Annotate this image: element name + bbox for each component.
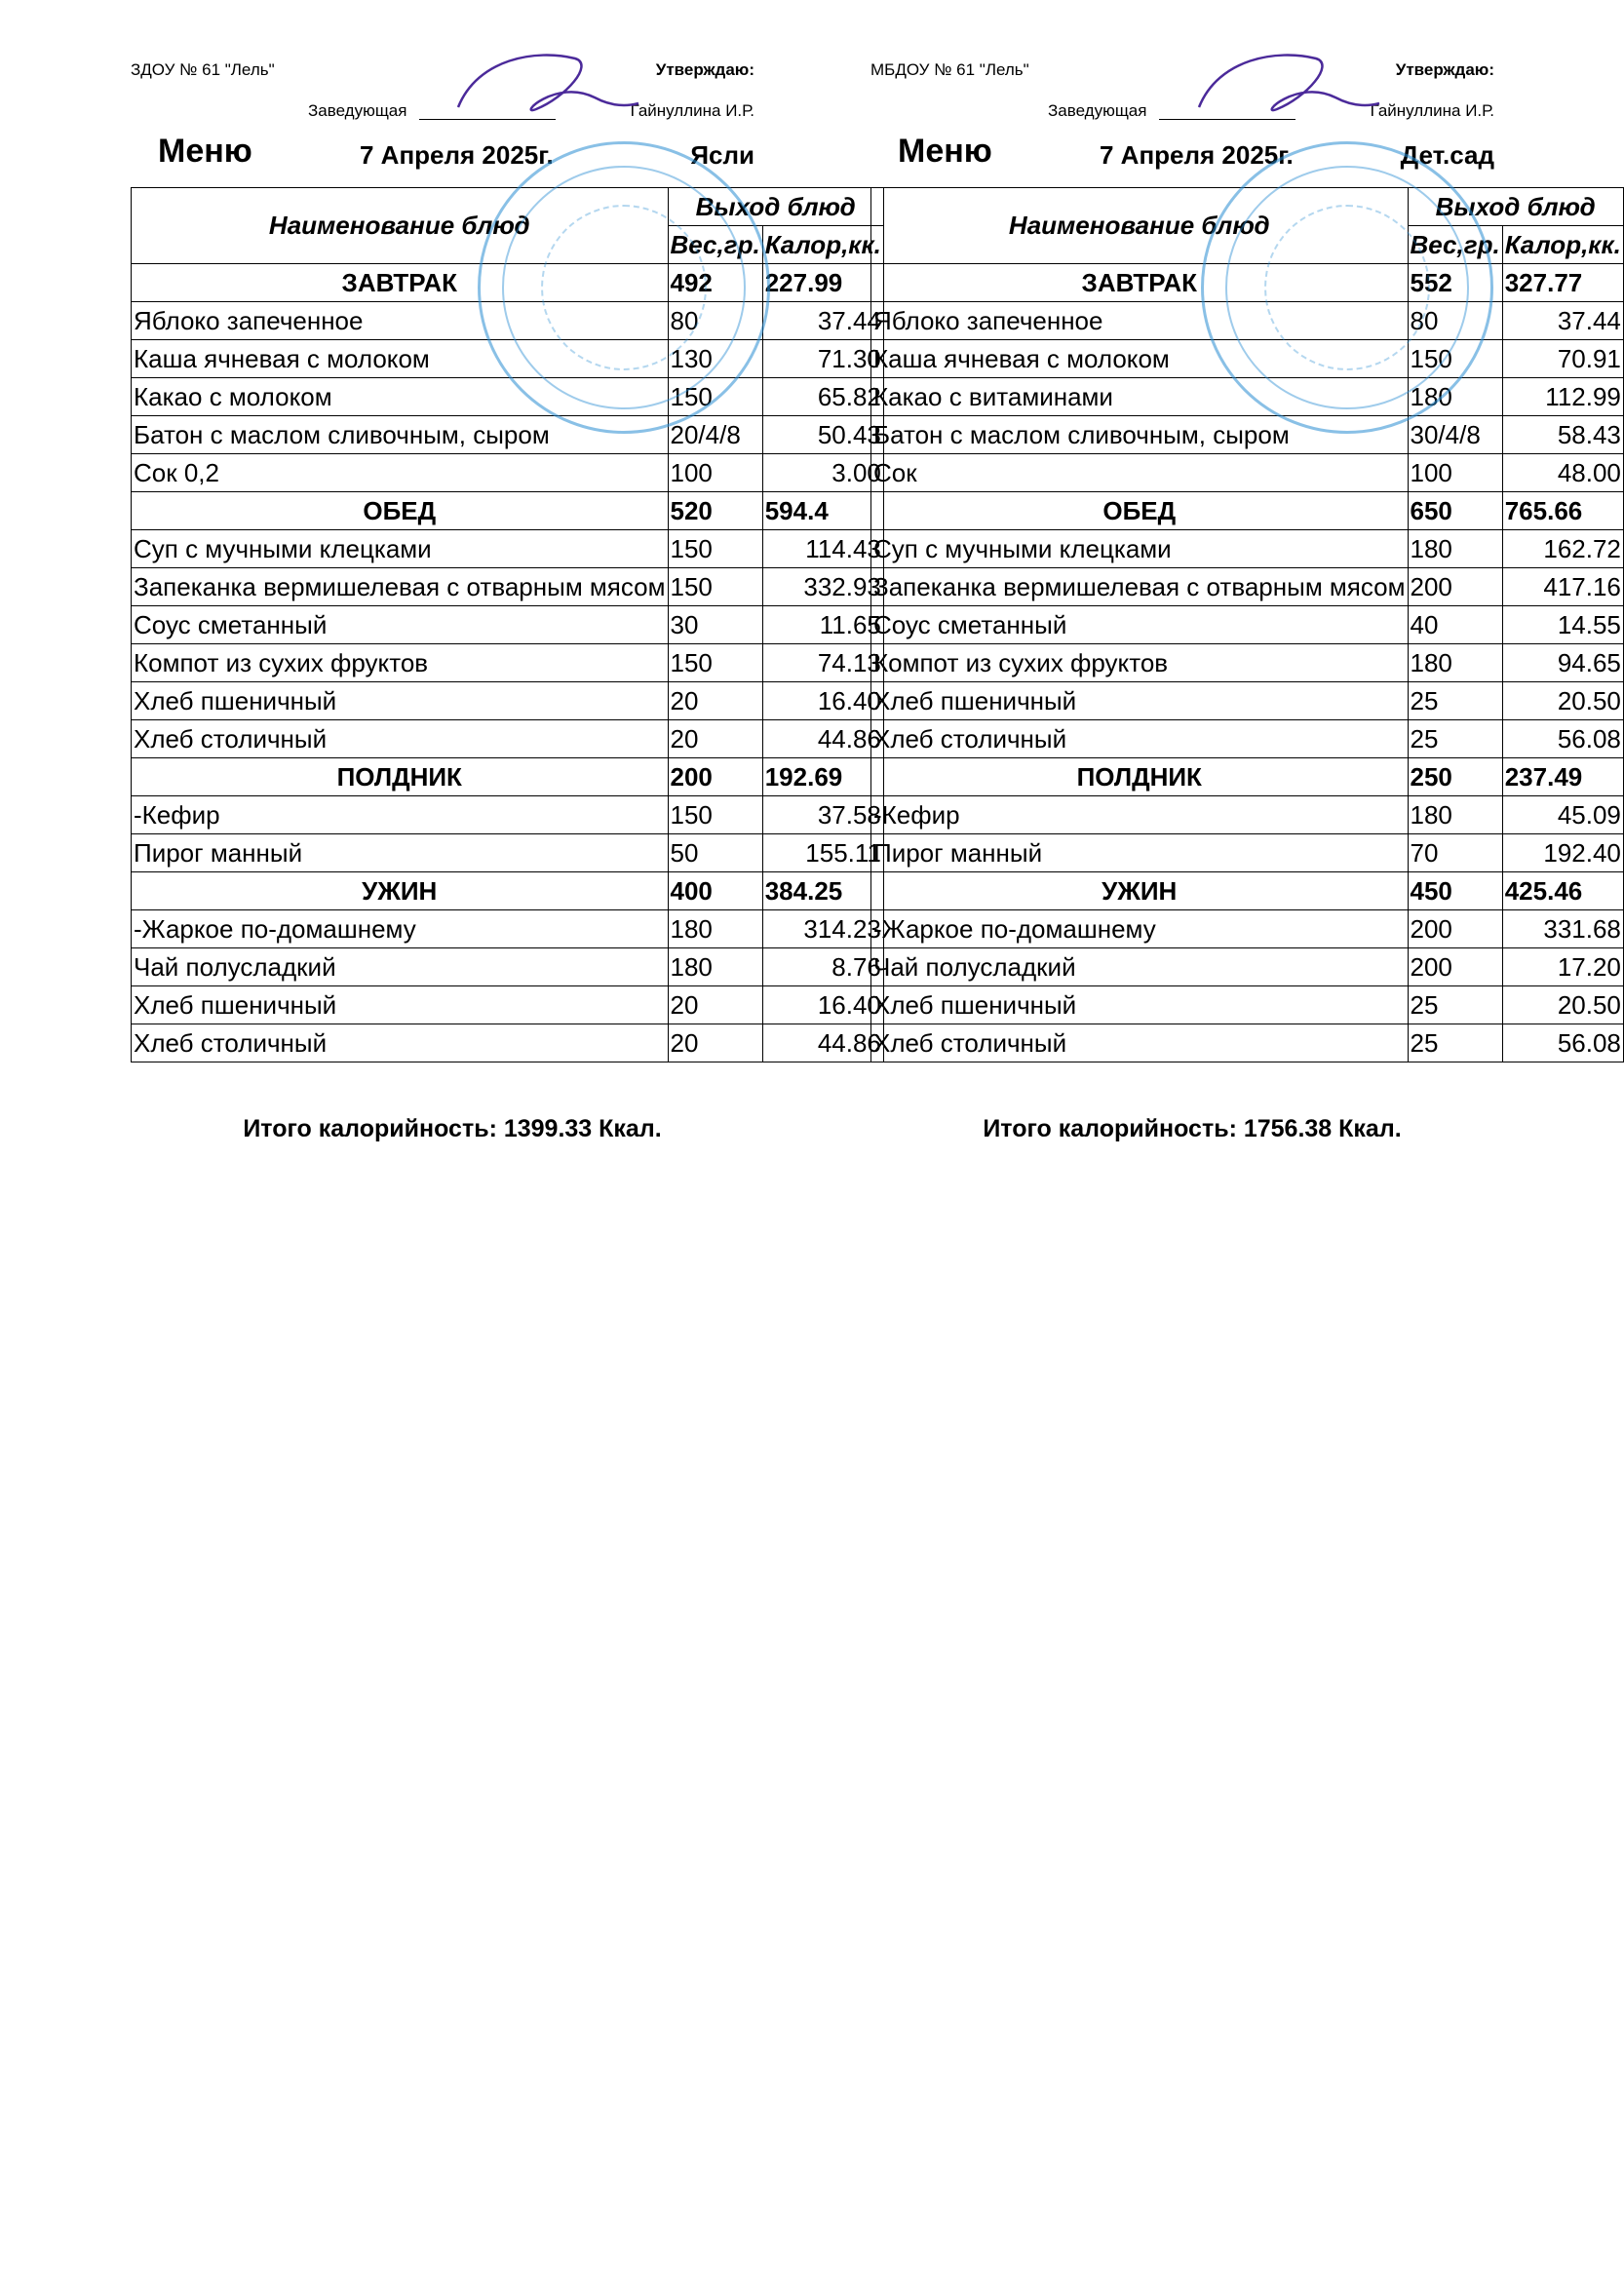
dish-calories: 44.86 [762,720,883,758]
section-calories: 384.25 [762,872,883,910]
section-name: ОБЕД [132,492,669,530]
dish-calories: 94.65 [1502,644,1623,682]
dish-name: -Кефир [871,796,1409,834]
section-row [871,492,1624,530]
dish-calories: 11.65 [762,606,883,644]
dish-name: Какао с молоком [132,378,669,416]
dish-calories: 50.43 [762,416,883,454]
signature-mark [448,39,643,127]
table-row [871,720,1624,758]
dish-calories: 74.13 [762,644,883,682]
dish-name: Яблоко запеченное [871,302,1409,340]
menu-title: Меню [898,133,992,170]
section-name: ПОЛДНИК [871,758,1409,796]
dish-weight: 25 [1408,682,1502,720]
dish-calories: 155.11 [762,834,883,872]
dish-weight: 40 [1408,606,1502,644]
section-weight: 650 [1408,492,1502,530]
dish-name: Пирог манный [132,834,669,872]
section-calories: 227.99 [762,264,883,302]
section-calories: 237.49 [1502,758,1623,796]
menu-group: Дет.сад [1400,140,1494,170]
dish-name: Хлеб столичный [132,720,669,758]
output-header: Выход блюд [1408,188,1623,226]
header-line-2 [870,101,1494,125]
section-row [132,492,884,530]
dish-name: Хлеб пшеничный [871,986,1409,1024]
dish-weight: 80 [668,302,762,340]
dish-weight: 30/4/8 [1408,416,1502,454]
dish-calories: 56.08 [1502,720,1623,758]
dish-calories: 65.82 [762,378,883,416]
organization-name: МБДОУ № 61 "Лель" [870,60,1029,79]
dish-weight: 200 [1408,910,1502,948]
dish-name-header: Наименование блюд [132,188,669,264]
dish-weight: 200 [1408,568,1502,606]
section-row [871,872,1624,910]
section-weight: 200 [668,758,762,796]
dish-weight: 100 [1408,454,1502,492]
menu-date: 7 Апреля 2025г. [1100,140,1294,170]
dish-calories: 314.23 [762,910,883,948]
dish-name: Каша ячневая с молоком [871,340,1409,378]
dish-weight: 180 [1408,796,1502,834]
dish-name: Каша ячневая с молоком [132,340,669,378]
dish-name: -Жаркое по-домашнему [871,910,1409,948]
section-weight: 492 [668,264,762,302]
section-weight: 450 [1408,872,1502,910]
table-row [871,606,1624,644]
section-name: УЖИН [871,872,1409,910]
total-calories: Итого калорийность: 1399.33 Ккал. [243,1115,662,1142]
dish-calories: 112.99 [1502,378,1623,416]
table-row [132,986,884,1024]
output-header: Выход блюд [668,188,883,226]
dish-name: Запеканка вермишелевая с отварным мясом [132,568,669,606]
dish-name: Компот из сухих фруктов [132,644,669,682]
dish-name: Суп с мучными клецками [871,530,1409,568]
dish-calories: 332.93 [762,568,883,606]
total-calories: Итого калорийность: 1756.38 Ккал. [983,1115,1402,1142]
dish-calories: 70.91 [1502,340,1623,378]
dish-weight: 130 [668,340,762,378]
dish-name: Компот из сухих фруктов [871,644,1409,682]
section-weight: 250 [1408,758,1502,796]
table-row [871,948,1624,986]
dish-weight: 25 [1408,720,1502,758]
dish-weight: 25 [1408,1024,1502,1062]
weight-header: Вес,гр. [1408,226,1502,264]
table-row [132,416,884,454]
dish-name: Яблоко запеченное [132,302,669,340]
seal-stamp [1201,141,1493,434]
section-weight: 400 [668,872,762,910]
dish-calories: 3.00 [762,454,883,492]
dish-name: Соус сметанный [132,606,669,644]
dish-weight: 50 [668,834,762,872]
table-row [132,454,884,492]
dish-name: Батон с маслом сливочным, сыром [871,416,1409,454]
section-name: ПОЛДНИК [132,758,669,796]
signature-mark [1189,39,1384,127]
dish-weight: 150 [668,568,762,606]
table-row [132,568,884,606]
dish-weight: 20 [668,986,762,1024]
dish-weight: 180 [668,910,762,948]
table-row [132,834,884,872]
table-row [871,834,1624,872]
dish-name: Пирог манный [871,834,1409,872]
section-row [132,758,884,796]
section-weight: 552 [1408,264,1502,302]
dish-weight: 30 [668,606,762,644]
dish-calories: 37.58 [762,796,883,834]
dish-weight: 20 [668,1024,762,1062]
calories-header: Калор,кк. [762,226,883,264]
section-calories: 425.46 [1502,872,1623,910]
dish-weight: 180 [668,948,762,986]
dish-weight: 200 [1408,948,1502,986]
dish-calories: 48.00 [1502,454,1623,492]
dish-name-header: Наименование блюд [871,188,1409,264]
section-calories: 765.66 [1502,492,1623,530]
table-row [132,796,884,834]
dish-calories: 16.40 [762,682,883,720]
table-row [871,682,1624,720]
dish-calories: 192.40 [1502,834,1623,872]
table-row [871,416,1624,454]
organization-name: ЗДОУ № 61 "Лель" [131,60,275,79]
dish-name: Батон с маслом сливочным, сыром [132,416,669,454]
dish-name: Чай полусладкий [132,948,669,986]
dish-calories: 37.44 [1502,302,1623,340]
dish-name: Хлеб столичный [871,1024,1409,1062]
dish-name: Какао с витаминами [871,378,1409,416]
director-role: Заведующая [308,101,407,120]
dish-name: -Кефир [132,796,669,834]
dish-name: Хлеб столичный [871,720,1409,758]
header-line-2 [131,101,754,125]
seal-stamp [478,141,770,434]
table-row [132,682,884,720]
director-role: Заведующая [1048,101,1147,120]
dish-name: Запеканка вермишелевая с отварным мясом [871,568,1409,606]
section-row [132,872,884,910]
table-row [132,948,884,986]
dish-name: Соус сметанный [871,606,1409,644]
dish-name: Сок 0,2 [132,454,669,492]
approval-label: Утверждаю: [655,60,754,79]
section-calories: 192.69 [762,758,883,796]
table-row [132,606,884,644]
menu-title: Меню [158,133,252,170]
section-name: ЗАВТРАК [132,264,669,302]
dish-weight: 150 [668,530,762,568]
dish-weight: 20 [668,720,762,758]
header-line-1 [870,60,1494,84]
table-row [871,796,1624,834]
dish-calories: 162.72 [1502,530,1623,568]
table-row [132,910,884,948]
dish-calories: 20.50 [1502,986,1623,1024]
menu-group: Ясли [690,140,754,170]
dish-weight: 100 [668,454,762,492]
table-row [871,530,1624,568]
section-name: УЖИН [132,872,669,910]
dish-weight: 20/4/8 [668,416,762,454]
table-row [871,568,1624,606]
dish-calories: 37.44 [762,302,883,340]
header-line-1 [131,60,754,84]
dish-calories: 331.68 [1502,910,1623,948]
dish-weight: 180 [1408,378,1502,416]
menu-date: 7 Апреля 2025г. [360,140,554,170]
section-row [871,758,1624,796]
dish-weight: 150 [668,644,762,682]
table-row [132,530,884,568]
table-row [132,720,884,758]
table-row [132,378,884,416]
dish-calories: 71.30 [762,340,883,378]
dish-calories: 20.50 [1502,682,1623,720]
dish-name: Суп с мучными клецками [132,530,669,568]
section-weight: 520 [668,492,762,530]
dish-calories: 114.43 [762,530,883,568]
section-name: ЗАВТРАК [871,264,1409,302]
dish-calories: 8.76 [762,948,883,986]
section-calories: 594.4 [762,492,883,530]
table-row [871,1024,1624,1062]
dish-weight: 25 [1408,986,1502,1024]
dish-calories: 417.16 [1502,568,1623,606]
section-name: ОБЕД [871,492,1409,530]
dish-weight: 150 [668,378,762,416]
dish-name: -Жаркое по-домашнему [132,910,669,948]
dish-weight: 70 [1408,834,1502,872]
dish-name: Хлеб пшеничный [132,986,669,1024]
table-row [132,1024,884,1062]
dish-weight: 180 [1408,644,1502,682]
approval-label: Утверждаю: [1395,60,1494,79]
dish-name: Хлеб столичный [132,1024,669,1062]
dish-calories: 14.55 [1502,606,1623,644]
dish-name: Сок [871,454,1409,492]
table-row [132,644,884,682]
dish-weight: 180 [1408,530,1502,568]
dish-weight: 20 [668,682,762,720]
dish-name: Хлеб пшеничный [871,682,1409,720]
dish-weight: 150 [668,796,762,834]
dish-calories: 17.20 [1502,948,1623,986]
dish-name: Хлеб пшеничный [132,682,669,720]
section-calories: 327.77 [1502,264,1623,302]
dish-calories: 44.86 [762,1024,883,1062]
director-name: Гайнуллина И.Р. [630,101,754,120]
dish-calories: 56.08 [1502,1024,1623,1062]
dish-calories: 58.43 [1502,416,1623,454]
dish-calories: 16.40 [762,986,883,1024]
table-row [871,454,1624,492]
director-name: Гайнуллина И.Р. [1370,101,1494,120]
dish-weight: 150 [1408,340,1502,378]
table-row [871,910,1624,948]
dish-weight: 80 [1408,302,1502,340]
weight-header: Вес,гр. [668,226,762,264]
dish-calories: 45.09 [1502,796,1623,834]
calories-header: Калор,кк. [1502,226,1623,264]
table-row [871,986,1624,1024]
table-row [871,644,1624,682]
dish-name: Чай полусладкий [871,948,1409,986]
